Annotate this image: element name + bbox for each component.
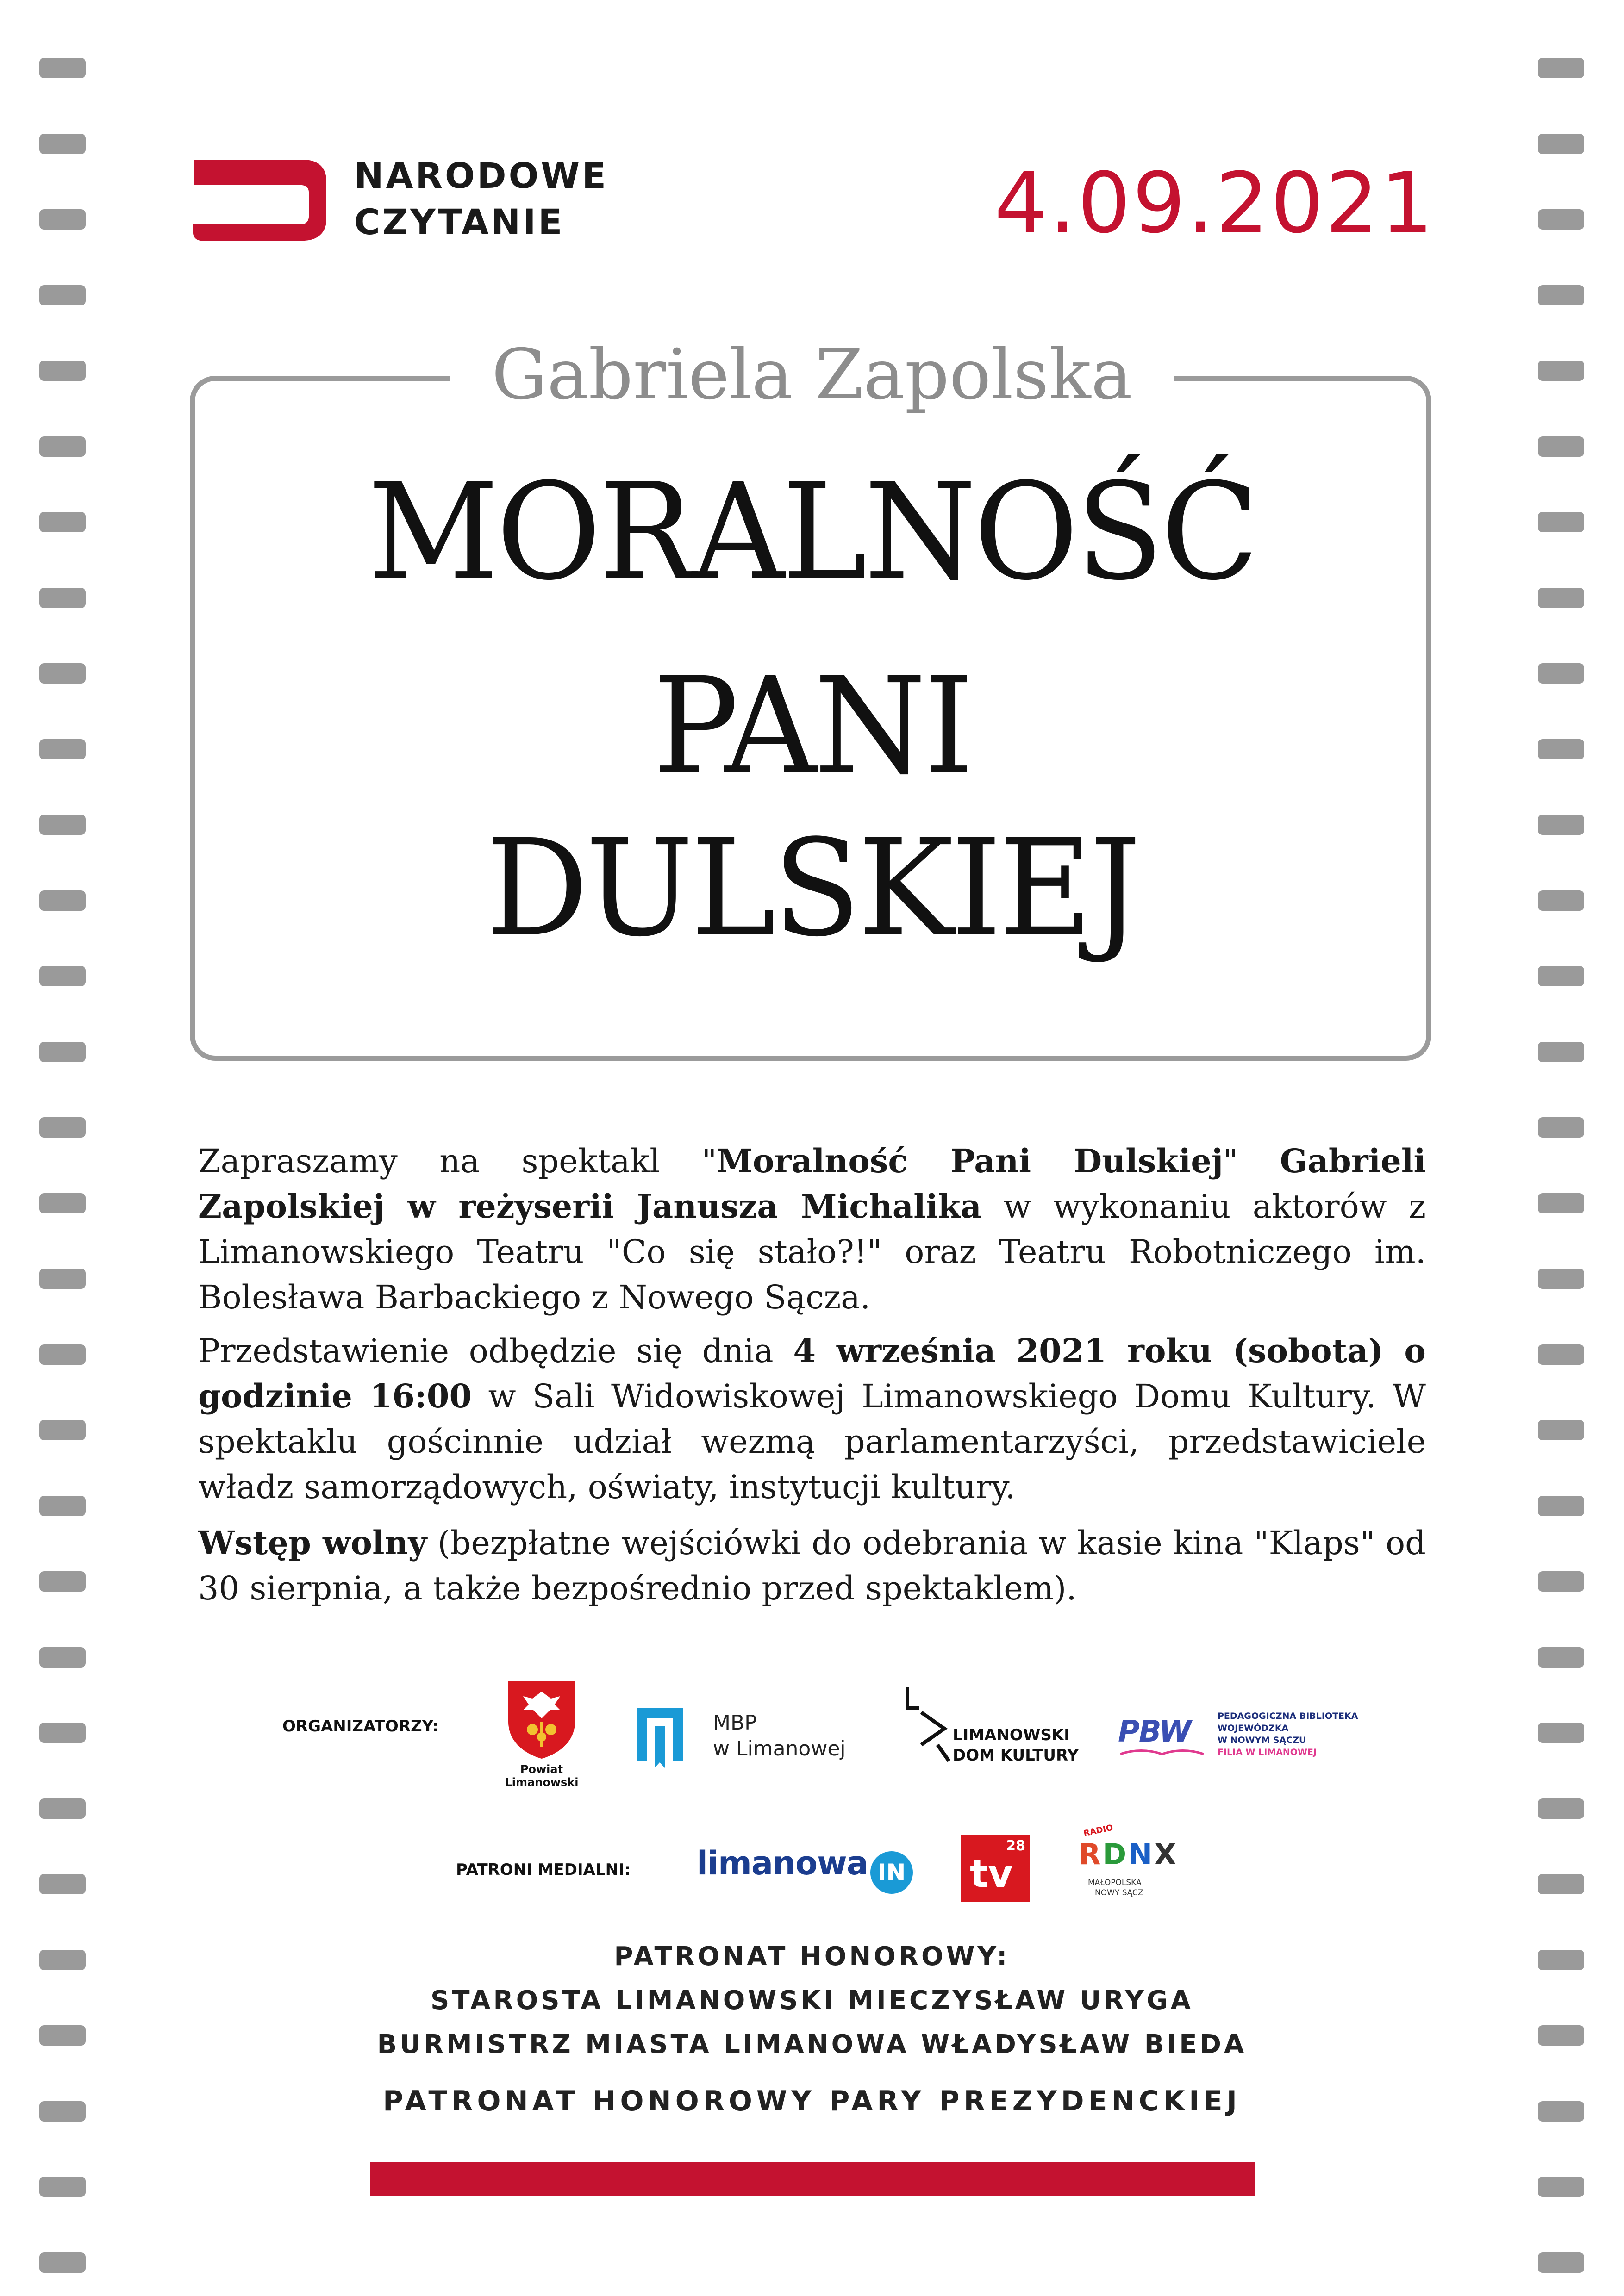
coat-of-arms-icon [500, 1678, 583, 1761]
perforation-hole [39, 209, 86, 230]
powiat-line2: Limanowski [505, 1776, 579, 1789]
perforation-hole [1538, 1117, 1584, 1138]
perforation-hole [1538, 285, 1584, 305]
perforation-hole [1538, 1420, 1584, 1440]
perforation-hole [1538, 58, 1584, 78]
tv28-number: 28 [1006, 1838, 1025, 1854]
event-date: 4.09.2021 [994, 155, 1435, 252]
pbw-line4: FILIA W LIMANOWEJ [1218, 1747, 1317, 1757]
text-run: w Sali Widowiskowej Limanowskiego Domu Kultury. W spektaklu gościnnie udział wezmą parlamentarzyści, przedstawiciele władz samorządowych, oświaty, instytucji kultury. [198, 1377, 1426, 1506]
limanowa-in-icon: IN [870, 1851, 913, 1894]
mbp-line1: MBP [713, 1711, 757, 1735]
perforation-hole [1538, 2252, 1584, 2273]
limanowa-in-logo [697, 1844, 919, 1895]
honor-heading: PATRONAT HONOROWY: [614, 1941, 1010, 1972]
perforation-hole [1538, 209, 1584, 230]
radio-sub1: MAŁOPOLSKA [1088, 1878, 1142, 1887]
perforation-hole [1538, 1344, 1584, 1365]
ldk-line1: LIMANOWSKI [953, 1726, 1070, 1744]
perforation-hole [39, 1496, 86, 1516]
perforation-hole [39, 1874, 86, 1894]
title-line-2: PANI [652, 649, 972, 804]
honor-presidential: PATRONAT HONOROWY PARY PREZYDENCKIEJ [383, 2085, 1241, 2117]
radio-rdn-logo [1074, 1823, 1178, 1907]
organizers-label: ORGANIZATORZY: [282, 1717, 438, 1736]
brand-line2: CZYTANIE [354, 201, 565, 243]
perforation-hole [1538, 1723, 1584, 1743]
radio-name: RDNX [1079, 1837, 1178, 1871]
limanowa-word: limanowa [697, 1844, 868, 1882]
perforation-hole [39, 1344, 86, 1365]
honor-line-1: STAROSTA LIMANOWSKI MIECZYSŁAW URYGA [431, 1985, 1193, 2016]
author-wrap [0, 324, 1624, 426]
perforation-hole [39, 1571, 86, 1592]
media-patrons-label: PATRONI MEDIALNI: [456, 1860, 631, 1879]
powiat-limanowski-logo [500, 1678, 583, 1793]
text-run: Moralność Pani Dulskiej [717, 1142, 1224, 1180]
perforation-hole [39, 1420, 86, 1440]
perforation-hole [1538, 1496, 1584, 1516]
powiat-line1: Powiat [520, 1763, 563, 1776]
perforation-hole [1538, 1042, 1584, 1062]
pbw-line2: WOJEWÓDZKA [1218, 1723, 1289, 1733]
mbp-limanowa-logo [634, 1703, 884, 1773]
book-icon [1118, 1747, 1206, 1761]
perforation-hole [39, 285, 86, 305]
perforation-hole [1538, 1571, 1584, 1592]
pbw-short: PBW [1118, 1715, 1191, 1749]
perforation-hole [39, 1798, 86, 1819]
ldk-logo [903, 1687, 1097, 1770]
perforation-hole [39, 1117, 86, 1138]
tv28-logo [961, 1835, 1030, 1902]
text-run: Przedstawienie odbędzie się dnia [198, 1332, 793, 1370]
perforation-hole [1538, 1798, 1584, 1819]
perforation-hole [39, 966, 86, 986]
title-line-1: MORALNOŚĆ [368, 454, 1256, 610]
text-run: 4 września 2021 roku (sobota) o godzinie 16:00 [198, 1332, 1426, 1415]
pbw-logo [1118, 1710, 1359, 1766]
ldk-line2: DOM KULTURY [953, 1746, 1079, 1765]
paragraph-details [198, 1328, 1426, 1510]
perforation-hole [1538, 1193, 1584, 1213]
radio-top-text: RADIO [1082, 1823, 1114, 1839]
radio-sub2: NOWY SĄCZ [1095, 1888, 1143, 1898]
title-line-3: DULSKIEJ [485, 811, 1139, 966]
author-name: Gabriela Zapolska [450, 324, 1174, 426]
pbw-line3: W NOWYM SĄCZU [1218, 1735, 1306, 1745]
brand-line1: NARODOWE [354, 155, 608, 196]
perforation-hole [39, 2252, 86, 2273]
paragraph-invitation [198, 1139, 1426, 1320]
brand-name [354, 153, 608, 245]
tv28-word: tv [970, 1852, 1013, 1896]
perforation-hole [1538, 1269, 1584, 1289]
perforation-hole [1538, 1874, 1584, 1894]
text-run: Gabrieli Zapolskiej w reżyserii Janusza Michalika [198, 1142, 1426, 1226]
perforation-hole [39, 2177, 86, 2197]
perforation-hole [39, 1723, 86, 1743]
text-run: Wstęp wolny [198, 1524, 427, 1562]
perforation-hole [1538, 2177, 1584, 2197]
text-run: w wykonaniu aktorów z Limanowskiego Teatru "Co się stało?!" oraz Teatru Robotniczego im. Bolesława Barbackiego z Nowego Sącza. [198, 1188, 1426, 1316]
perforation-hole [39, 1042, 86, 1062]
perforation-hole [39, 1193, 86, 1213]
ldk-icon [903, 1687, 954, 1766]
honor-line-2: BURMISTRZ MIASTA LIMANOWA WŁADYSŁAW BIEDA [377, 2029, 1247, 2060]
paragraph-admission [198, 1520, 1426, 1611]
text-run: (bezpłatne wejściówki do odebrania w kasie kina "Klaps" od 30 sierpnia, a także bezpośrednio przed spektaklem). [198, 1524, 1426, 1607]
perforation-hole [1538, 134, 1584, 154]
pbw-line1: PEDAGOGICZNA BIBLIOTEKA [1218, 1711, 1358, 1721]
perforation-hole [39, 1269, 86, 1289]
text-run: " [1223, 1142, 1280, 1180]
perforation-hole [39, 1647, 86, 1668]
perforation-hole [1538, 1647, 1584, 1668]
narodowe-czytanie-logo [187, 160, 331, 241]
text-run: Zapraszamy na spektakl " [198, 1142, 717, 1180]
perforation-hole [1538, 966, 1584, 986]
mbp-line2: w Limanowej [713, 1737, 846, 1761]
bottom-red-bar [370, 2162, 1255, 2196]
perforation-hole [39, 134, 86, 154]
mbp-icon [634, 1703, 685, 1768]
perforation-hole [39, 58, 86, 78]
